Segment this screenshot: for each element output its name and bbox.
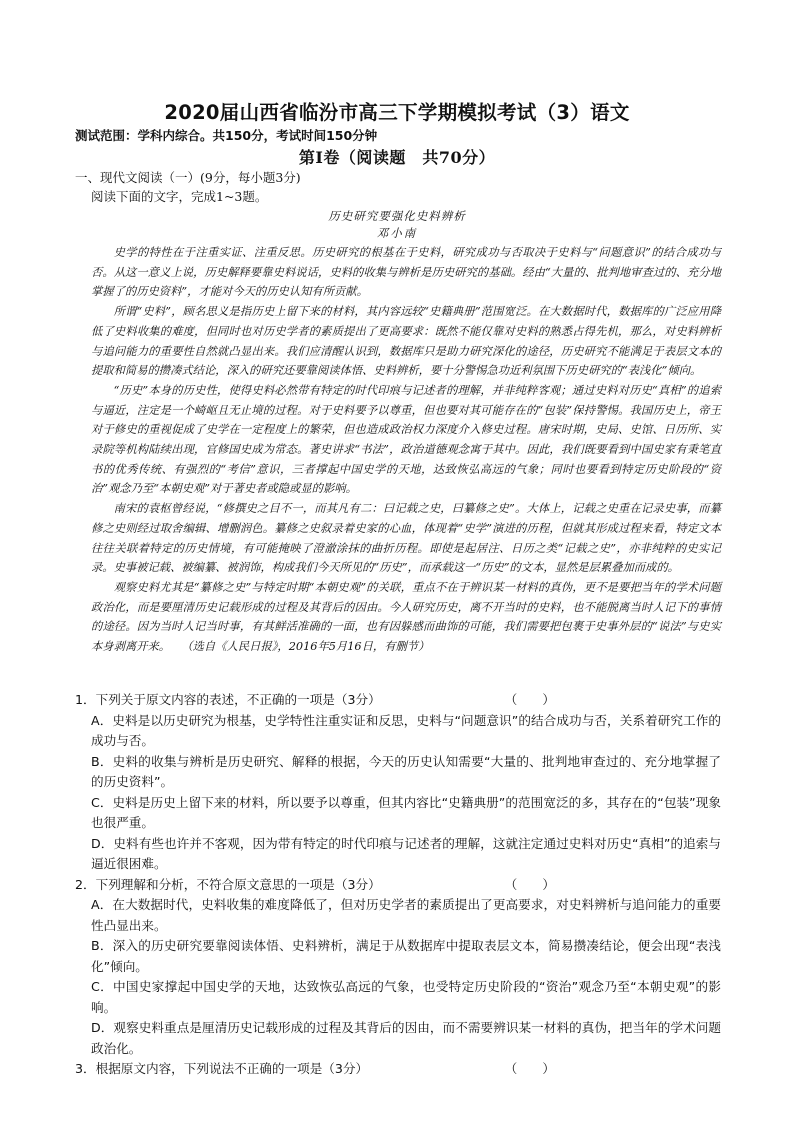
option-c: C．中国史家撑起中国史学的天地，达致恢弘高远的气象，也受特定历史阶段的“资治”观念乃至“本朝史观”的影响。 — [91, 979, 721, 1015]
essay-paragraph: 观察史料尤其是“纂修之史”与特定时期“本朝史观”的关联，重点不在于辨识某一材料的真伪，更不是要把当年的学术问题政治化，而是要厘清历史记载形成的过程及其背后的因由。今人研究历史，离不开当时的史料，也不能脱离当时人记下的事情的途径。因为当时人记当时事，有其鲜活准确的一面，也有因躲感而曲饰的可能，我们需要把包裹于史事外层的“说法”与史实本身剥离开来。 （选自《人民日报》，2016年5月16日，有删节） — [91, 580, 721, 654]
option-b: B．深入的历史研究要靠阅读体悟、史料辨析，满足于从数据库中提取表层文本，简易攒凑结论，便会出现“表浅化”倾向。 — [91, 938, 721, 974]
option-d: D．观察史料重点是厘清历史记载形成的过程及其背后的因由，而不需要辨识某一材料的真伪，把当年的学术问题政治化。 — [91, 1020, 721, 1056]
question-stem: 3．根据原文内容，下列说法不正确的一项是（3分） — [75, 1061, 369, 1076]
essay-paragraph: “历史”本身的历史性，使得史料必然带有特定的时代印痕与记述者的理解，并非纯粹客观；通过史料对历史“真相”的追索与逼近，注定是一个崎岖且无止境的过程。对于史料要予以尊重，但也要对其可能存在的“包装”保持警惕。我国历史上，帝王对于修史的重视促成了史学在一定程度上的繁荣，但也造成政治权力深度介入修史过程。唐宋时期，史局、史馆、日历所、实录院等机构陆续出现，官修国史成为常态。著史讲求“书法”，政治道德观念寓于其中。因此，我们既要看到中国史家有秉笔直书的优秀传统、有强烈的“考信”意识，三者撑起中国史学的天地，达致恢弘高远的气象；同时也要看到特定历史阶段的“资治”观念乃至“本朝史观”对于著史者或隐或显的影响。 — [91, 383, 721, 496]
answer-blank: （ ） — [504, 876, 555, 892]
option-c: C．史料是历史上留下来的材料，所以要予以尊重，但其内容比“史籍典册”的范围宽泛的多，其存在的“包装”现象也很严重。 — [91, 794, 721, 830]
exam-title: 2020届山西省临汾市高三下学期模拟考试（3）语文 — [164, 101, 630, 124]
test-scope: 测试范围：学科内综合。共150分，考试时间150分钟 — [75, 128, 378, 143]
essay-paragraph: 南宋的袁枢曾经说，“修撰史之目不一，而其凡有二：曰记载之史，曰纂修之史”。大体上，记载之史重在记录史事，而纂修之史则经过取舍编辑、增删润色。纂修之史叙录着史家的心血，体现着“史学”演进的历程，但就其形成过程来看，特定文本往往关联着特定的历史情境，有可能掩映了澄澈涂抹的曲折历程。即使是起居注、日历之类“记载之史”，亦非纯粹的史实记录。史事被记载、被编纂、被润饰，构成我们今天所见的“历史”，而承载这一“历史”的文本，显然是层累叠加而成的。 — [91, 502, 721, 575]
essay-author: 邓小南 — [376, 226, 418, 240]
essay-paragraph: 史学的特性在于注重实证、注重反思。历史研究的根基在于史料，研究成功与否取决于史料与“问题意识”的结合成功与否。从这一意义上说，历史解释要靠史料说话，史料的收集与辨析是历史研究的基础。经由“大量的、批判地审查过的、充分地掌握了的历史资料”，才能对今天的历史认知有所贡献。 — [91, 246, 721, 299]
option-b: B．史料的收集与辨析是历史研究、解释的根据，今天的历史认知需要“大量的、批判地审查过的、充分地掌握了的历史资料”。 — [91, 753, 721, 789]
question-3 — [75, 1059, 721, 1080]
question-stem: 2．下列理解和分析，不符合原文意思的一项是（3分） — [75, 876, 381, 892]
answer-blank: （ ） — [504, 692, 555, 707]
option-a: A．在大数据时代，史料收集的难度降低了，但对历史学者的素质提出了更高要求，对史料辨析与追问能力的重要性凸显出来。 — [91, 897, 721, 933]
question-1 — [75, 690, 721, 875]
section-heading: 一、现代文阅读（一）(9分，每小题3分) — [75, 170, 301, 185]
essay-title: 历史研究要强化史料辨析 — [328, 209, 466, 223]
answer-blank: （ ） — [504, 1061, 555, 1076]
question-2 — [75, 875, 721, 1060]
question-stem: 1．下列关于原文内容的表述，不正确的一项是（3分） — [75, 692, 381, 707]
question-list — [75, 690, 721, 1080]
option-a: A．史料是以历史研究为根基，史学特性注重实证和反思，史料与“问题意识”的结合成功与否，关系着研究工作的成功与否。 — [91, 712, 721, 748]
essay-body — [91, 243, 721, 657]
part-heading: 第Ⅰ卷（阅读题 共70分） — [298, 148, 496, 167]
option-d: D．史料有些也许并不客观，因为带有特定的时代印痕与记述者的理解，这就注定通过史料对历史“真相”的追索与逼近很困难。 — [91, 835, 721, 871]
reading-instruction: 阅读下面的文字，完成1~3题。 — [91, 189, 268, 204]
essay-paragraph: 所谓“史料”，顾名思义是指历史上留下来的材料，其内容远较“史籍典册”范围宽泛。在大数据时代，数据库的广泛应用降低了史料收集的难度，但同时也对历史学者的素质提出了更高要求：既然不能仅靠对史料的熟悉占得先机，那么，对史料辨析与追问能力的重要性自然就凸显出来。我们应清醒认识到，数据库只是助力研究深化的途径，历史研究不能满足于表层文本的提取和简易的攒凑式结论，深入的研究还要靠阅读体悟、史料辨析，要十分警惕急功近利氛围下历史研究的“表浅化”倾向。 — [91, 305, 721, 378]
